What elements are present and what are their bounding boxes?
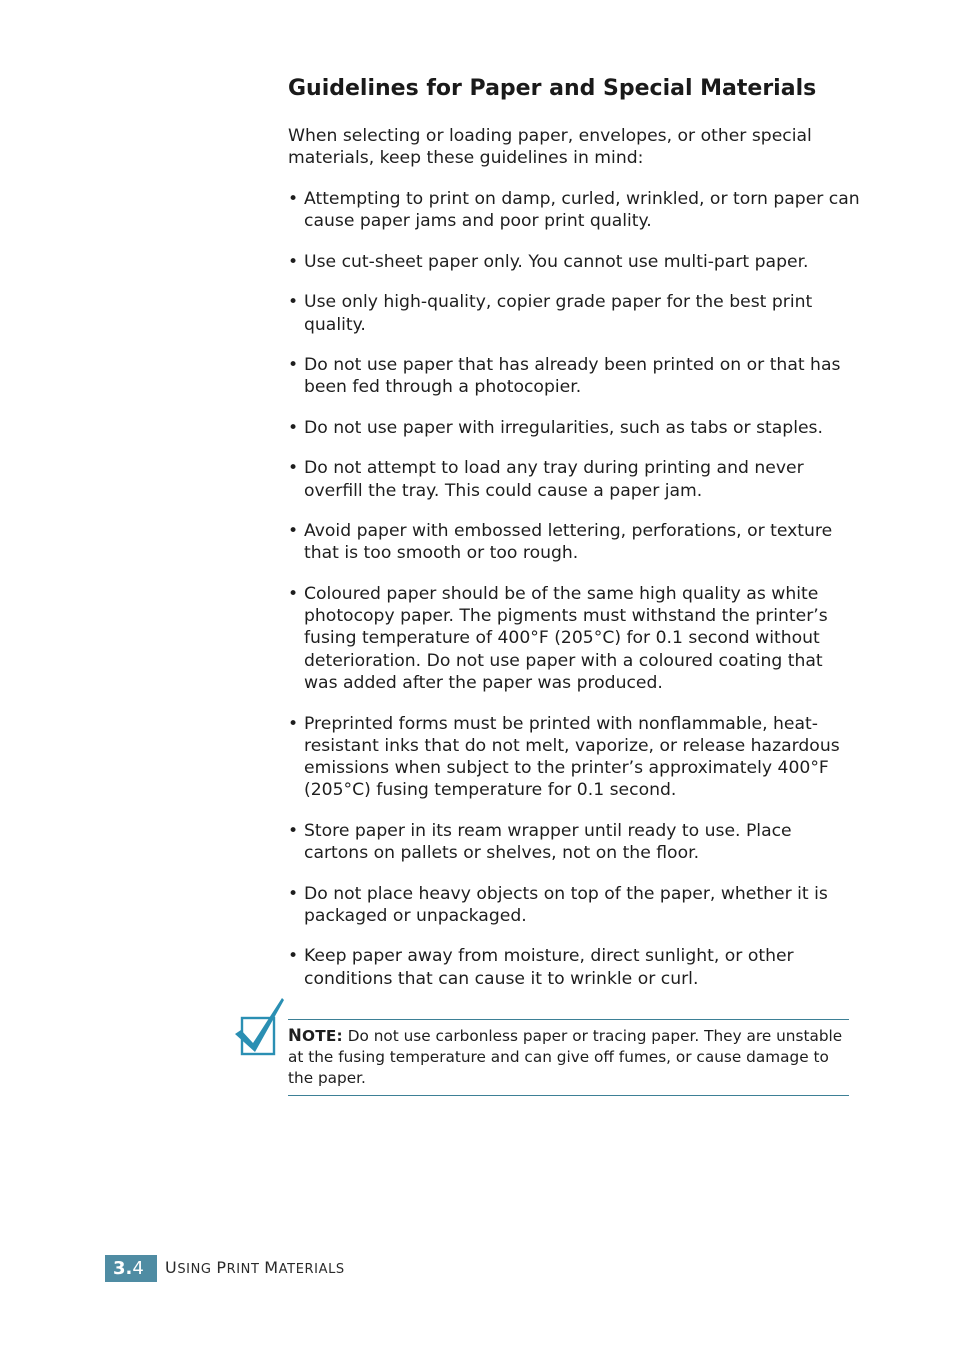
page-number: 4	[132, 1258, 144, 1279]
note-bottom-rule	[288, 1095, 849, 1096]
list-item-text: Use cut-sheet paper only. You cannot use multi-part paper.	[304, 251, 809, 272]
note-paragraph	[288, 1026, 848, 1088]
list-item-text: Avoid paper with embossed lettering, perforations, or texture that is too smooth or too rough.	[304, 521, 833, 564]
bullet-marker: •	[288, 251, 299, 272]
note-text: Do not use carbonless paper or tracing paper. They are unstable at the fusing temperature and can give off fumes, or cause damage to the paper.	[288, 1027, 843, 1087]
bullet-marker: •	[288, 417, 299, 438]
list-item	[288, 820, 860, 865]
note-label: NOTE:	[288, 1026, 343, 1045]
list-item-text: Do not attempt to load any tray during printing and never overfill the tray. This could cause a paper jam.	[304, 458, 804, 501]
bullet-marker: •	[288, 189, 299, 209]
list-item	[288, 583, 860, 694]
bullet-marker: •	[288, 946, 299, 967]
list-item	[288, 188, 860, 233]
list-item-text: Do not use paper with irregularities, such as tabs or staples.	[304, 417, 823, 438]
list-item-text: Keep paper away from moisture, direct sunlight, or other conditions that can cause it to wrinkle or curl.	[304, 946, 794, 989]
list-item-text: Do not place heavy objects on top of the paper, whether it is packaged or unpackaged.	[304, 883, 828, 926]
list-item-text: Coloured paper should be of the same high quality as white photocopy paper. The pigments must withstand the printer’s fusing temperature of 400°F (205°C) for 0.1 second without deterioration. Do not use paper with a coloured coating that was added after the paper was produced.	[304, 583, 828, 694]
list-item	[288, 251, 860, 273]
bullet-marker: •	[288, 458, 299, 479]
list-item	[288, 291, 860, 336]
list-item	[288, 354, 860, 399]
note-top-rule	[288, 1019, 849, 1020]
list-item-text: Attempting to print on damp, curled, wrinkled, or torn paper can cause paper jams and poor print quality.	[304, 189, 860, 232]
list-item	[288, 945, 860, 990]
chapter-number: 3.	[113, 1258, 133, 1279]
list-item	[288, 417, 860, 439]
bullet-marker: •	[288, 883, 299, 904]
list-item	[288, 520, 860, 565]
bullet-marker: •	[288, 292, 299, 313]
intro-paragraph: When selecting or loading paper, envelopes, or other special materials, keep these guidelines in mind:	[288, 126, 812, 169]
list-item-text: Do not use paper that has already been printed on or that has been fed through a photocopier.	[304, 355, 841, 398]
bullet-marker: •	[288, 820, 299, 841]
page-number-badge	[105, 1255, 157, 1282]
list-item	[288, 457, 860, 502]
running-footer-title: USING PRINT MATERIALS	[165, 1258, 345, 1277]
list-item-text: Store paper in its ream wrapper until ready to use. Place cartons on pallets or shelves, not on the floor.	[304, 820, 792, 864]
page-title: Guidelines for Paper and Special Materials	[288, 76, 817, 101]
bullet-marker: •	[288, 521, 299, 542]
bullet-marker: •	[288, 355, 299, 376]
list-item-text: Use only high-quality, copier grade paper for the best print quality.	[304, 292, 813, 335]
checkmark-icon	[234, 996, 286, 1058]
guidelines-list	[288, 188, 860, 1008]
list-item	[288, 713, 860, 802]
list-item	[288, 883, 860, 928]
list-item-text: Preprinted forms must be printed with nonflammable, heat-resistant inks that do not melt, vaporize, or release hazardous emissions when subject to the printer’s approximately 400°F (205°C) fusing temperature for 0.1 second.	[304, 713, 840, 801]
bullet-marker: •	[288, 713, 299, 734]
bullet-marker: •	[288, 583, 299, 604]
